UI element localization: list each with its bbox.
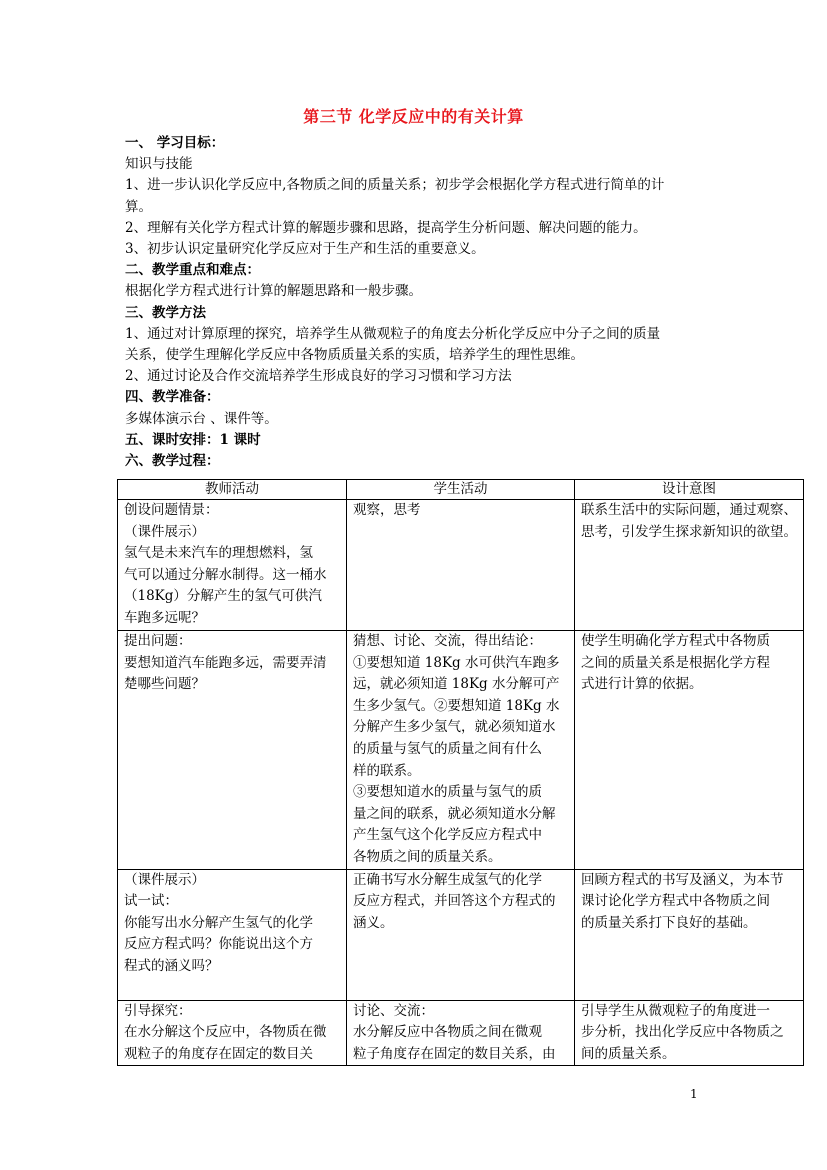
body-paragraph-line: 关系，使学生理解化学反应中各物质质量关系的实质，培养学生的理性思维。 <box>125 347 584 364</box>
cell-text-line: 楚哪些问题？ <box>124 676 205 693</box>
cell-text-line: 的质量关系打下良好的基础。 <box>581 914 757 931</box>
section-heading: 三、教学方法 <box>125 304 206 321</box>
cell-text-line: 回顾方程式的书写及涵义，为本节 <box>581 871 784 888</box>
header-teacher-activity: 教师活动 <box>118 480 347 500</box>
cell-text-line: 样的联系。 <box>353 762 421 779</box>
table-row <box>118 869 804 1000</box>
body-paragraph-line: 2、理解有关化学方程式计算的解题步骤和思路，提高学生分析问题、解决问题的能力。 <box>125 219 647 236</box>
cell-text-line: 思考，引发学生探求新知识的欲望。 <box>581 523 797 540</box>
section-heading: 一、 学习目标： <box>125 135 225 151</box>
table-row <box>118 500 804 631</box>
cell-teacher-activity <box>118 500 347 631</box>
cell-text-line: ①要想知道 18Kg 水可供汽车跑多 <box>353 654 560 671</box>
cell-text-line: 要想知道汽车能跑多远，需要弄清 <box>124 654 327 671</box>
cell-text-line: 使学生明确化学方程式中各物质 <box>581 633 770 649</box>
cell-text-line: 联系生活中的实际问题，通过观察、 <box>581 502 797 518</box>
cell-design-intent <box>575 1000 804 1066</box>
section-heading: 二、教学重点和难点： <box>125 262 260 279</box>
cell-text-line: ③要想知道水的质量与氢气的质 <box>353 784 542 801</box>
lesson-plan-text <box>125 133 705 472</box>
cell-text-line: 式进行计算的依据。 <box>581 676 703 693</box>
body-paragraph-line: 算。 <box>125 198 152 215</box>
cell-text-line: 猜想、讨论、交流，得出结论： <box>353 633 542 649</box>
body-paragraph-line: 3、初步认识定量研究化学反应对于生产和生活的重要意义。 <box>125 241 485 258</box>
body-paragraph-line: 2、通过讨论及合作交流培养学生形成良好的学习习惯和学习方法 <box>125 368 512 385</box>
cell-text-line: 涵义。 <box>353 914 394 931</box>
cell-text-line: 远，就必须知道 18Kg 水分解可产 <box>353 676 560 693</box>
table-row <box>118 1000 804 1066</box>
cell-text-line: 观粒子的角度存在固定的数目关 <box>124 1045 313 1062</box>
cell-text-line: 创设问题情景： <box>124 502 219 518</box>
cell-text-line: （18Kg）分解产生的氢气可供汽 <box>124 588 322 605</box>
cell-text-line: 课讨论化学方程式中各物质之间 <box>581 893 770 910</box>
cell-text-line: 程式的涵义吗？ <box>124 957 219 974</box>
cell-design-intent <box>575 869 804 1000</box>
cell-teacher-activity <box>118 869 347 1000</box>
body-paragraph-line: 知识与技能 <box>125 156 193 173</box>
cell-text-line: 生多少氢气。②要想知道 18Kg 水 <box>353 697 560 714</box>
cell-text-line: 间的质量关系。 <box>581 1045 676 1062</box>
body-paragraph-line: 1、进一步认识化学反应中,各物质之间的质量关系；初步学会根据化学方程式进行简单的计 <box>125 177 665 194</box>
cell-text-line: （课件展示） <box>124 523 205 540</box>
cell-text-line: 氢气是未来汽车的理想燃料，氢 <box>124 545 313 562</box>
cell-text-line: 量之间的联系，就必须知道水分解 <box>353 805 556 822</box>
cell-teacher-activity <box>118 631 347 870</box>
section-heading: 五、课时安排：1 课时 <box>125 431 261 448</box>
cell-student-activity <box>347 500 575 631</box>
cell-text-line: 反应方程式吗？你能说出这个方 <box>124 936 313 953</box>
section-heading: 六、教学过程： <box>125 453 220 470</box>
body-paragraph-line: 1、通过对计算原理的探究，培养学生从微观粒子的角度去分析化学反应中分子之间的质量 <box>125 325 661 342</box>
cell-text-line: 分解产生多少氢气，就必须知道水 <box>353 719 556 736</box>
body-paragraph-line: 多媒体演示台 、课件等。 <box>125 410 278 427</box>
cell-text-line: 车跑多远呢？ <box>124 609 205 626</box>
cell-text-line: 你能写出水分解产生氢气的化学 <box>124 914 313 931</box>
page-number: 1 <box>690 1087 698 1101</box>
cell-text-line: 反应方程式，并回答这个方程式的 <box>353 893 556 910</box>
cell-design-intent <box>575 500 804 631</box>
table-row <box>118 631 804 870</box>
cell-text-line: （课件展示） <box>124 871 205 888</box>
cell-student-activity <box>347 631 575 870</box>
header-student-activity: 学生活动 <box>347 480 575 500</box>
cell-text-line: 步分析，找出化学反应中各物质之 <box>581 1024 784 1041</box>
cell-text-line: 的质量与氢气的质量之间有什么 <box>353 740 542 757</box>
cell-text-line: 引导探究： <box>124 1002 192 1019</box>
cell-text-line: 在水分解这个反应中，各物质在微 <box>124 1024 327 1041</box>
cell-text-line: 正确书写水分解生成氢气的化学 <box>353 871 542 888</box>
teaching-process-table <box>117 479 804 1066</box>
cell-text-line: 水分解反应中各物质之间在微观 <box>353 1024 542 1041</box>
cell-design-intent <box>575 631 804 870</box>
cell-student-activity <box>347 1000 575 1066</box>
cell-student-activity <box>347 869 575 1000</box>
table-header-row <box>118 480 804 500</box>
cell-text-line: 提出问题： <box>124 633 192 649</box>
cell-text-line: 讨论、交流： <box>353 1002 434 1019</box>
cell-text-line: 试一试： <box>124 893 178 910</box>
cell-text-line: 引导学生从微观粒子的角度进一 <box>581 1002 770 1019</box>
page-title: 第三节 化学反应中的有关计算 <box>303 107 524 126</box>
cell-text-line: 观察，思考 <box>353 502 421 518</box>
cell-text-line: 产生氢气这个化学反应方程式中 <box>353 827 542 844</box>
body-paragraph-line: 根据化学方程式进行计算的解题思路和一般步骤。 <box>125 283 422 300</box>
cell-text-line: 气可以通过分解水制得。这一桶水 <box>124 566 327 583</box>
section-heading: 四、教学准备： <box>125 389 220 406</box>
cell-text-line: 粒子角度存在固定的数目关系，由 <box>353 1045 556 1062</box>
cell-teacher-activity <box>118 1000 347 1066</box>
cell-text-line: 各物质之间的质量关系。 <box>353 848 502 865</box>
header-design-intent: 设计意图 <box>575 480 804 500</box>
cell-text-line: 之间的质量关系是根据化学方程 <box>581 654 770 671</box>
